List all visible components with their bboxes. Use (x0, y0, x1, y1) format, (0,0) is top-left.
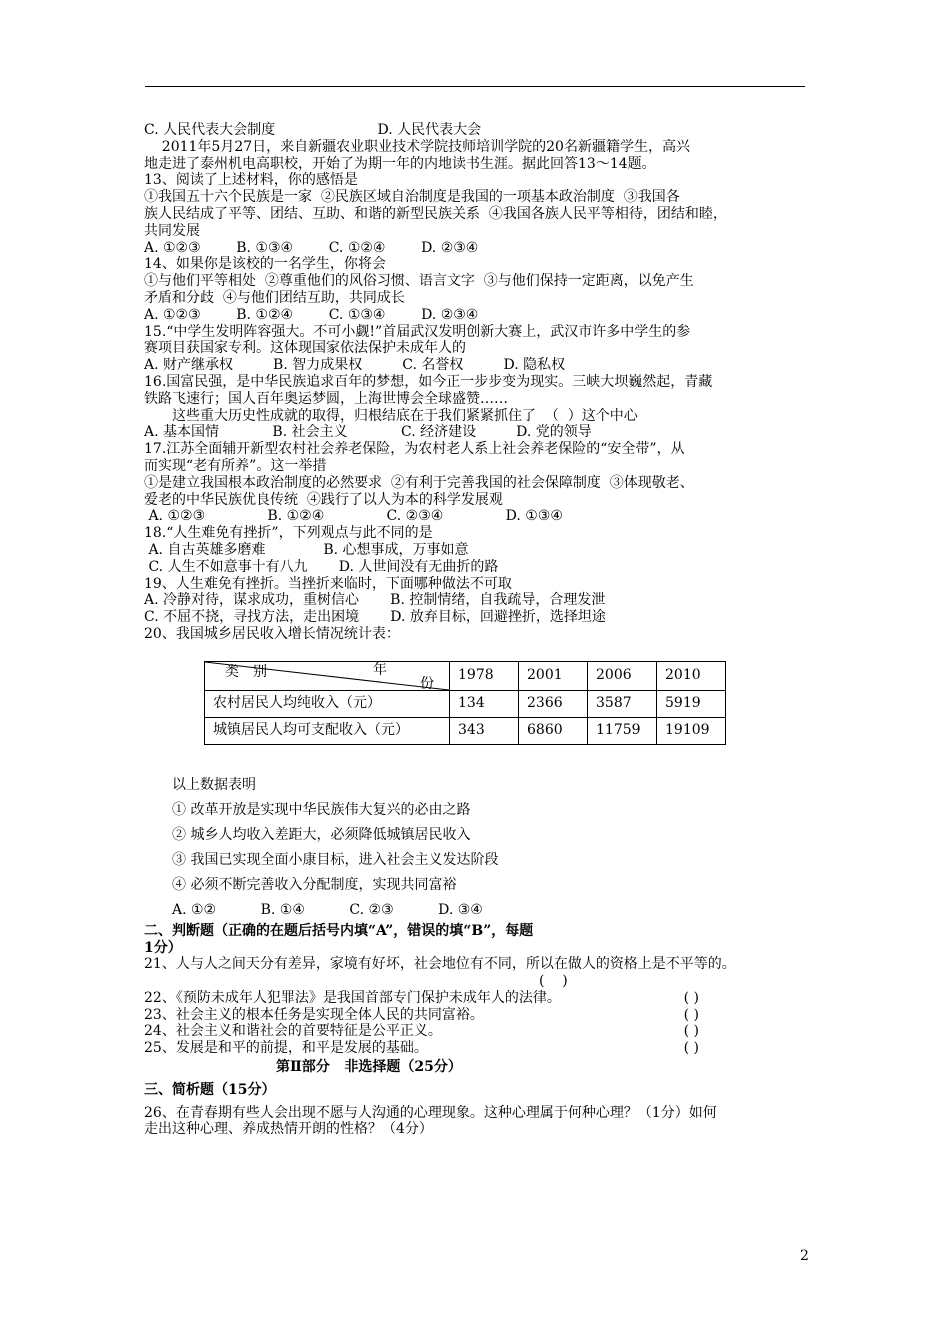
answer-paren: ( ) (683, 1040, 699, 1057)
header-rule (145, 86, 805, 87)
answer-paren: ( ) (539, 973, 568, 990)
table-cell: 2366 (519, 690, 588, 717)
text-line: 矛盾和分歧 ④与他们团结互助，共同成长 (144, 289, 405, 306)
text-line: 族人民结成了平等、团结、互助、和谐的新型民族关系 ④我国各族人民平等相待，团结和睦， (144, 205, 727, 222)
table-row-label: 城镇居民人均可支配收入（元） (205, 717, 450, 744)
question-text: 24、社会主义和谐社会的首要特征是公平正义。 (144, 1023, 442, 1040)
page-number: 2 (800, 1248, 809, 1264)
text-line: 以上数据表明 (172, 776, 256, 793)
options: A. ①② B. ①④ C. ②③ D. ③④ (172, 901, 483, 918)
answer-paren: ( ) (683, 1006, 699, 1023)
text-line: ①我国五十六个民族是一家 ②民族区域自治制度是我国的一项基本政治制度 ③我国各 (144, 189, 680, 206)
corner-label: 年 (373, 661, 387, 678)
question-text: 22、《预防未成年人犯罪法》是我国首部专门保护未成年人的法律。 (144, 989, 561, 1006)
part-title: 第Ⅱ部分 非选择题（25分） (276, 1059, 462, 1076)
options: A. 冷静对待，谋求成功，重树信心 B. 控制情绪，自我疏导，合理发泄 (144, 592, 606, 609)
question-21: 21、人与人之间天分有差异，家境有好坏，社会地位有不同，所以在做人的资格上是不平等的。 (144, 956, 736, 973)
text-line: ①与他们平等相处 ②尊重他们的风俗习惯、语言文字 ③与他们保持一定距离，以免产生 (144, 273, 694, 290)
table-year-cell: 2006 (588, 661, 657, 690)
question-22 (144, 990, 699, 1007)
text-line: 2011年5月27日，来自新疆农业职业技术学院技师培训学院的20名新疆籍学生，高兴 (144, 138, 690, 155)
question-16: 16.国富民强，是中华民族追求百年的梦想，如今正一步步变为现实。三峡大坝巍然起，青藏 (144, 373, 713, 390)
question-text: 25、发展是和平的前提，和平是发展的基础。 (144, 1040, 428, 1057)
text-line: 共同发展 (144, 222, 200, 239)
question-26: 26、在青春期有些人会出现不愿与人沟通的心理现象。这种心理属于何种心理？（1分）如何 (144, 1104, 717, 1121)
question-23 (144, 1007, 699, 1024)
question-17: 17.江苏全面辅开新型农村社会养老保险，为农村老人系上社会养老保险的“安全带”，从 (144, 441, 685, 458)
statement: ② 城乡人均收入差距大，必须降低城镇居民收入 (172, 826, 471, 843)
answer-paren: ( ) (683, 1023, 699, 1040)
text-line: 而实现“老有所养”。这一举措 (144, 457, 327, 474)
table-cell: 19109 (657, 717, 726, 744)
options: A. 基本国情 B. 社会主义 C. 经济建设 D. 党的领导 (144, 424, 592, 441)
text-line: ①是建立我国根本政治制度的必然要求 ②有利于完善我国的社会保障制度 ③体现敬老、 (144, 474, 694, 491)
table-cell: 134 (450, 690, 519, 717)
statement: ④ 必须不断完善收入分配制度，实现共同富裕 (172, 876, 457, 893)
text-line: 铁路飞速行；国人百年奥运梦圆，上海世博会全球盛赞…… (144, 390, 508, 407)
section-heading: 二、判断题（正确的在题后括号内填“A”，错误的填“B”，每题 (144, 922, 534, 939)
table-year-cell: 1978 (450, 661, 519, 690)
table-year-cell: 2001 (519, 661, 588, 690)
text-line: 地走进了泰州机电高职校，开始了为期一年的内地读书生涯。据此回答13～14题。 (144, 155, 656, 172)
question-18: 18.“人生难免有挫折”，下列观点与此不同的是 (144, 525, 433, 542)
table-row (205, 690, 726, 717)
table-cell: 6860 (519, 717, 588, 744)
table-row (205, 717, 726, 744)
exam-content (144, 122, 824, 1138)
corner-label: 类 (225, 663, 239, 680)
table-cell: 3587 (588, 690, 657, 717)
table-row-label: 农村居民人均纯收入（元） (205, 690, 450, 717)
text-line: 走出这种心理、养成热情开朗的性格？（4分） (144, 1121, 433, 1138)
text-line: 赛项目获国家专利。这体现国家依法保护未成年人的 (144, 340, 466, 357)
question-19: 19、人生难免有挫折。当挫折来临时，下面哪种做法不可取 (144, 575, 512, 592)
question-24 (144, 1023, 699, 1040)
table-cell: 343 (450, 717, 519, 744)
table-conclusions (144, 773, 824, 923)
question-text: 23、社会主义的根本任务是实现全体人民的共同富裕。 (144, 1006, 484, 1023)
text-line: C. 人民代表大会制度 D. 人民代表大会 (144, 122, 482, 138)
options: A. ①②③ B. ①②④ C. ②③④ D. ①③④ (144, 508, 563, 525)
section-heading: 1分） (144, 939, 182, 956)
statement: ③ 我国已实现全面小康目标，进入社会主义发达阶段 (172, 851, 499, 868)
options: C. 不屈不挠，寻找方法，走出困境 D. 放弃目标，回避挫折，选择坦途 (144, 609, 606, 626)
income-table-wrap (204, 661, 824, 745)
options: C. 人生不如意事十有八九 D. 人世间没有无曲折的路 (144, 558, 499, 575)
diagonal-line (205, 662, 449, 690)
text-line: 爱老的中华民族优良传统 ④践行了以人为本的科学发展观 (144, 491, 503, 508)
table-header-row (205, 661, 726, 690)
question-14: 14、如果你是该校的一名学生，你将会 (144, 256, 386, 273)
section-heading: 三、简析题（15分） (144, 1081, 276, 1098)
options: A. 自古英雄多磨难 B. 心想事成，万事如意 (144, 541, 469, 558)
question-25 (144, 1040, 699, 1057)
income-table (204, 661, 726, 745)
corner-label: 份 (420, 675, 434, 692)
text-line: 这些重大历史性成就的取得，归根结底在于我们紧紧抓住了 （ ）这个中心 (172, 407, 638, 424)
table-cell: 11759 (588, 717, 657, 744)
options: A. ①②③ B. ①③④ C. ①②④ D. ②③④ (144, 239, 479, 256)
corner-label: 别 (253, 663, 267, 680)
options: A. 财产继承权 B. 智力成果权 C. 名誉权 D. 隐私权 (144, 357, 566, 374)
statement: ① 改革开放是实现中华民族伟大复兴的必由之路 (172, 801, 471, 818)
options: A. ①②③ B. ①②④ C. ①③④ D. ②③④ (144, 306, 479, 323)
table-year-cell: 2010 (657, 661, 726, 690)
table-corner-cell (205, 661, 450, 690)
table-cell: 5919 (657, 690, 726, 717)
question-13: 13、阅读了上述材料，你的感悟是 (144, 172, 358, 189)
question-20: 20、我国城乡居民收入增长情况统计表： (144, 625, 400, 642)
question-15: 15.“中学生发明阵容强大。不可小觑!”首届武汉发明创新大赛上，武汉市许多中学生的参 (144, 323, 691, 340)
answer-paren: ( ) (683, 989, 699, 1006)
